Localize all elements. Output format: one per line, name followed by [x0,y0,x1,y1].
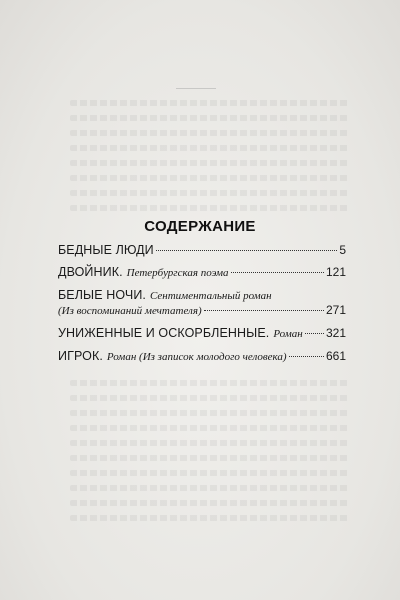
toc-entry-page: 5 [339,243,346,257]
bleed-through-line [70,190,350,196]
bleed-through-line [70,425,350,431]
leader-dots [231,272,324,273]
bleed-through-line [70,500,350,506]
toc-entry[interactable] [58,288,346,318]
toc-entry-subtitle: Роман (Из записок молодого человека) [106,351,287,363]
bleed-through-line [70,130,350,136]
toc-entry[interactable] [58,265,346,280]
toc-entry-page: 121 [325,265,346,279]
toc-entry-subtitle: Роман [273,328,303,340]
bleed-through-line [70,175,350,181]
toc-title: СОДЕРЖАНИЕ [144,218,256,235]
toc-entry-page: 661 [325,349,346,363]
bleed-through-line [70,380,350,386]
toc-entry-title: УНИЖЕННЫЕ И ОСКОРБЛЕННЫЕ. [58,326,270,340]
bleed-through-line [70,115,350,121]
leader-dots [305,333,324,334]
toc-entry-title: БЕДНЫЕ ЛЮДИ [58,243,154,257]
bleed-through-line [70,470,350,476]
bleed-through-line [70,485,350,491]
bleed-through-line [70,455,350,461]
leader-dots [156,250,338,251]
bleed-through-line [70,410,350,416]
toc-entry-page: 271 [325,303,346,317]
table-of-contents [58,243,346,364]
toc-entry-title: ДВОЙНИК. [58,265,123,279]
toc-entry-page: 321 [325,326,346,340]
bleed-through-line [70,440,350,446]
top-divider [176,88,216,89]
bleed-through-line [70,515,350,521]
bleed-through-line [70,160,350,166]
leader-dots [204,310,324,311]
toc-entry[interactable] [58,243,346,257]
toc-entry-subtitle: Сентиментальный роман [149,290,272,302]
toc-entry-title: БЕЛЫЕ НОЧИ. [58,288,146,302]
bleed-through-line [70,205,350,211]
bleed-through-line [70,100,350,106]
toc-entry-title: ИГРОК. [58,349,103,363]
toc-entry-subtitle: Петербургская поэма [126,267,229,279]
bleed-through-line [70,145,350,151]
leader-dots [289,356,324,357]
toc-entry[interactable] [58,349,346,364]
toc-entry[interactable] [58,326,346,341]
toc-entry-subtitle-continued: (Из воспоминаний мечтателя) [58,305,202,317]
bleed-through-line [70,395,350,401]
